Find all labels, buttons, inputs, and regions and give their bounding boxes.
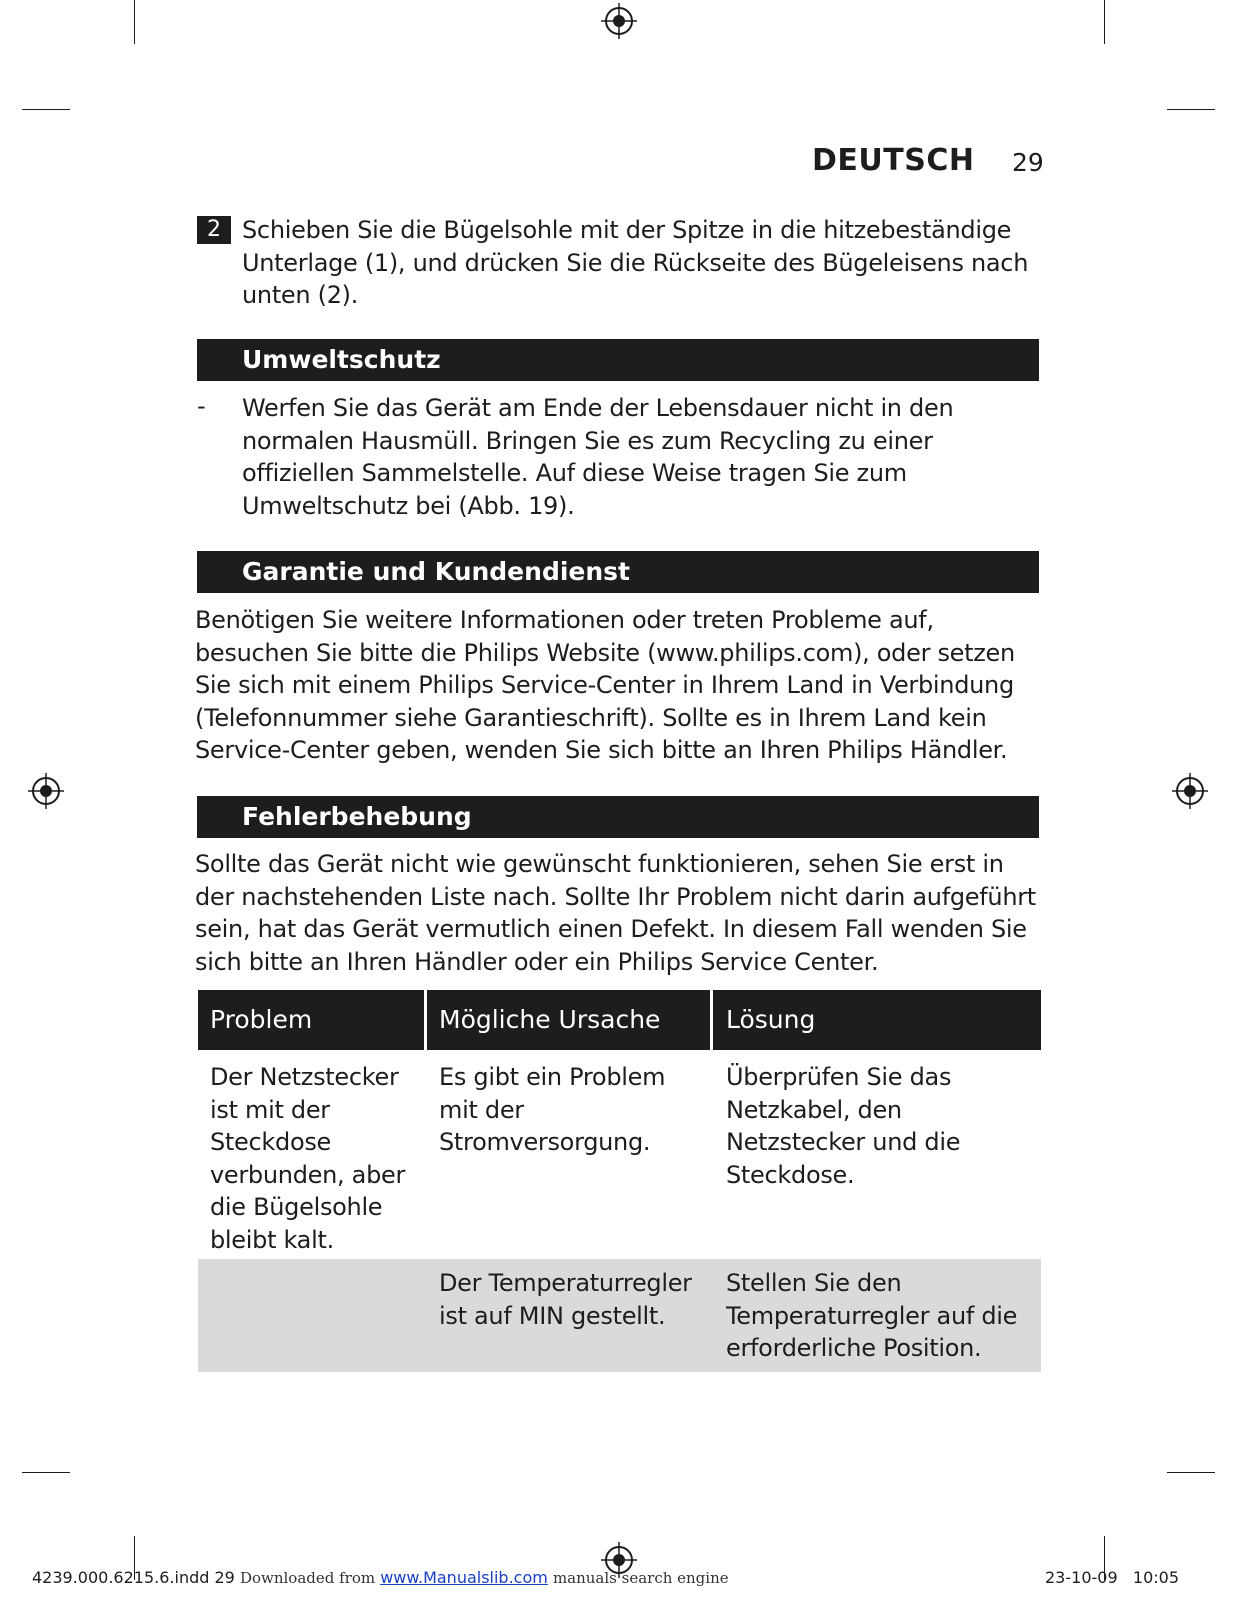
troubleshooting-text: Sollte das Gerät nicht wie gewünscht funktionieren, sehen Sie erst in der nachstehenden Liste nach. Sollte Ihr Problem nicht darin aufgeführt sein, hat das Gerät vermutlich einen Defekt. In diesem Fall wenden Sie sich bitte an Ihren Händler oder ein Philips Service Center. xyxy=(195,850,1036,976)
philips-website-link[interactable]: www.philips.com xyxy=(656,638,854,667)
crop-mark xyxy=(1167,1472,1215,1473)
table-cell-solution: Stellen Sie den Temperaturregler auf die erforderliche Position. xyxy=(726,1269,1018,1362)
table-column-divider xyxy=(710,990,713,1050)
guarantee-text-after: ), oder setzen Sie sich mit einem Philips Service-Center in Ihrem Land in Verbindung (Telefonnummer siehe Garantieschrift). Sollte es in Ihrem Land kein Service-Center geben, wenden Sie sich bitte an Ihren Philips Händler. xyxy=(195,638,1015,764)
language-heading: DEUTSCH xyxy=(812,143,975,178)
table-cell-solution: Überprüfen Sie das Netzkabel, den Netzstecker und die Steckdose. xyxy=(726,1063,961,1189)
table-header-row xyxy=(198,990,1041,1050)
registration-mark-icon xyxy=(1172,773,1208,809)
registration-mark-icon xyxy=(601,3,637,39)
table-column-divider xyxy=(424,990,427,1050)
footer-timestamp xyxy=(1045,1568,1179,1587)
step-text: Schieben Sie die Bügelsohle mit der Spitze in die hitzebeständige Unterlage (1), und drücken Sie die Rückseite des Bügeleisens nach unten (2). xyxy=(242,216,1029,309)
footer-file-code: 4239.000.6215.6.indd 29 xyxy=(32,1568,235,1587)
table-header-problem: Problem xyxy=(210,1005,313,1034)
section-heading-troubleshooting: Fehlerbehebung xyxy=(197,796,1039,838)
table-cell-cause: Der Temperaturregler ist auf MIN gestellt. xyxy=(439,1269,692,1330)
crop-mark xyxy=(22,1472,70,1473)
crop-mark xyxy=(22,109,70,110)
footer-file-info xyxy=(32,1568,729,1587)
footer-date: 23-10-09 xyxy=(1045,1568,1118,1587)
footer-download-text: Downloaded from xyxy=(239,1569,376,1587)
table-cell-cause: Es gibt ein Problem mit der Stromversorgung. xyxy=(439,1063,666,1156)
crop-mark xyxy=(1104,0,1105,44)
step-number-badge: 2 xyxy=(197,216,231,244)
table-header-solution: Lösung xyxy=(726,1005,816,1034)
crop-mark xyxy=(134,0,135,44)
troubleshooting-table xyxy=(198,990,1041,1372)
table-row xyxy=(198,1050,1041,1259)
table-row xyxy=(198,1259,1041,1372)
environment-text: Werfen Sie das Gerät am Ende der Lebensdauer nicht in den normalen Hausmüll. Bringen Sie es zum Recycling zu einer offiziellen Sammelstelle. Auf diese Weise tragen Sie zum Umweltschutz bei (Abb. 19). xyxy=(242,394,954,520)
page-number: 29 xyxy=(1012,148,1044,177)
section-heading-environment: Umweltschutz xyxy=(197,339,1039,381)
manualslib-link[interactable]: www.Manualslib.com xyxy=(380,1568,548,1587)
crop-mark xyxy=(1167,109,1215,110)
footer-suffix-text: manuals search engine xyxy=(552,1569,729,1587)
section-heading-guarantee: Garantie und Kundendienst xyxy=(197,551,1039,593)
footer-time: 10:05 xyxy=(1132,1568,1179,1587)
guarantee-paragraph xyxy=(195,604,1045,767)
table-cell-problem: Der Netzstecker ist mit der Steckdose verbunden, aber die Bügelsohle bleibt kalt. xyxy=(210,1063,406,1254)
registration-mark-icon xyxy=(28,773,64,809)
guarantee-text-before: Benötigen Sie weitere Informationen oder treten Probleme auf, besuchen Sie bitte die Philips Website ( xyxy=(195,606,934,667)
table-header-cause: Mögliche Ursache xyxy=(439,1005,661,1034)
bullet-dash: - xyxy=(197,392,206,420)
